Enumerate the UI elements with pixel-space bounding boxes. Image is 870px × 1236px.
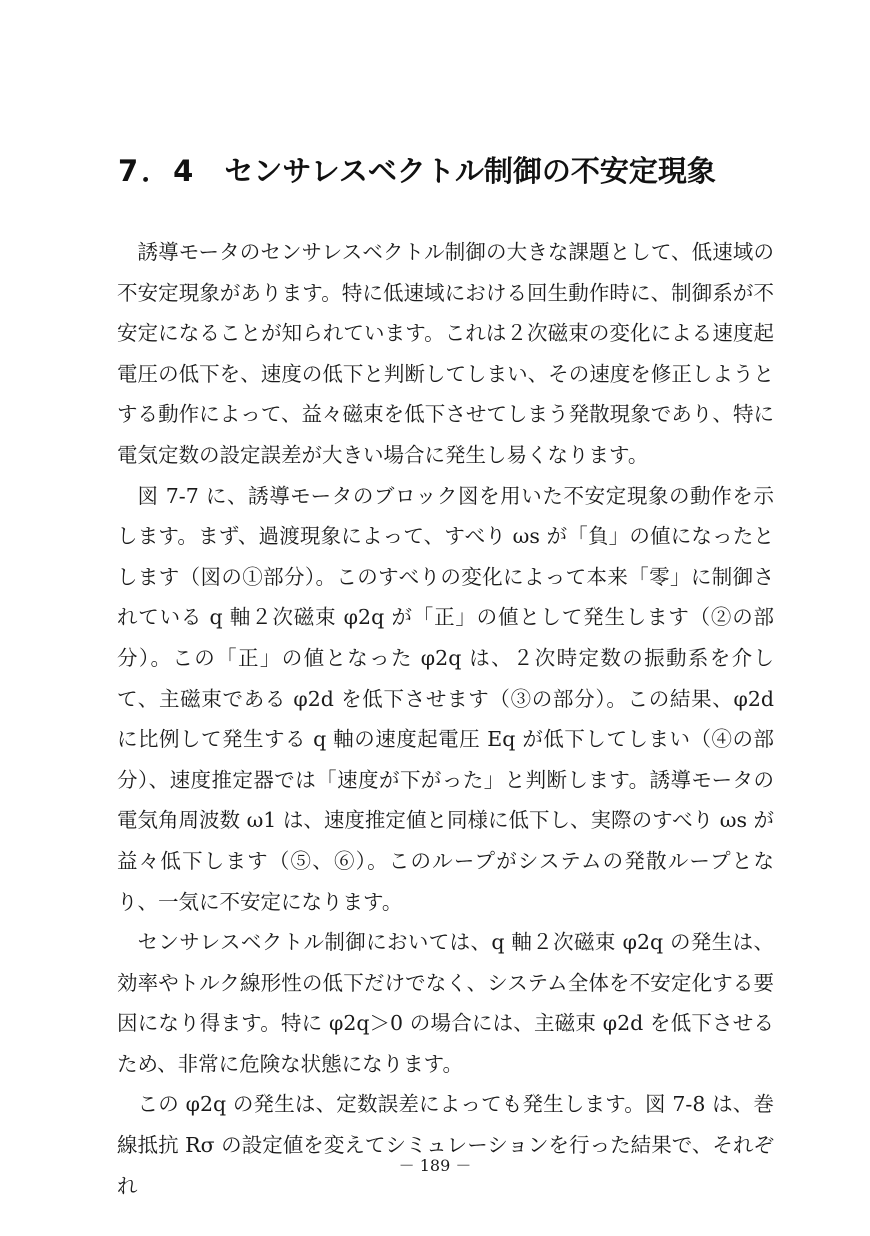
section-title: センサレスベクトル制御の不安定現象 — [224, 154, 716, 188]
page-number: － 189 － — [398, 1156, 472, 1175]
paragraph-2: 図 7-7 に、誘導モータのブロック図を用いた不安定現象の動作を示します。まず、過渡現象によって、すべり ωs が「負」の値になったとします（図の①部分）。このすべりの変化によって本来「零」に制御されている q 軸２次磁束 φ2q が「正」の値として発生します（②の部分）。この「正」の値となった φ2q は、２次時定数の振動系を介して、主磁束である φ2d を低下させます（③の部分）。この結果、φ2d に比例して発生する q 軸の速度起電圧 Eq が低下してしまい（④の部分）、速度推定器では「速度が下がった」と判断します。誘導モータの電気角周波数 ω1 は、速度推定値と同様に低下し、実際のすべり ωs が益々低下します（⑤、⑥）。このループがシステムの発散ループとなり、一気に不安定になります。 — [117, 483, 774, 914]
paragraph-4: この φ2q の発生は、定数誤差によっても発生します。図 7-8 は、巻線抵抗 Rσ の設定値を変えてシミュレーションを行った結果で、それぞれ — [117, 1092, 774, 1198]
body-text — [117, 232, 774, 1206]
paragraph-1: 誘導モータのセンサレスベクトル制御の大きな課題として、低速域の不安定現象があります。特に低速域における回生動作時に、制御系が不安定になることが知られています。これは２次磁束の変化による速度起電圧の低下を、速度の低下と判断してしまい、その速度を修正しようとする動作によって、益々磁束を低下させてしまう発散現象であり、特に電気定数の設定誤差が大きい場合に発生し易くなります。 — [117, 240, 774, 467]
section-heading — [118, 147, 716, 195]
section-number: 7．4 — [118, 154, 197, 188]
paragraph-3: センサレスベクトル制御においては、q 軸２次磁束 φ2q の発生は、効率やトルク線形性の低下だけでなく、システム全体を不安定化する要因になり得ます。特に φ2q＞0 の場合には、主磁束 φ2d を低下させるため、非常に危険な状態になります。 — [117, 930, 774, 1076]
